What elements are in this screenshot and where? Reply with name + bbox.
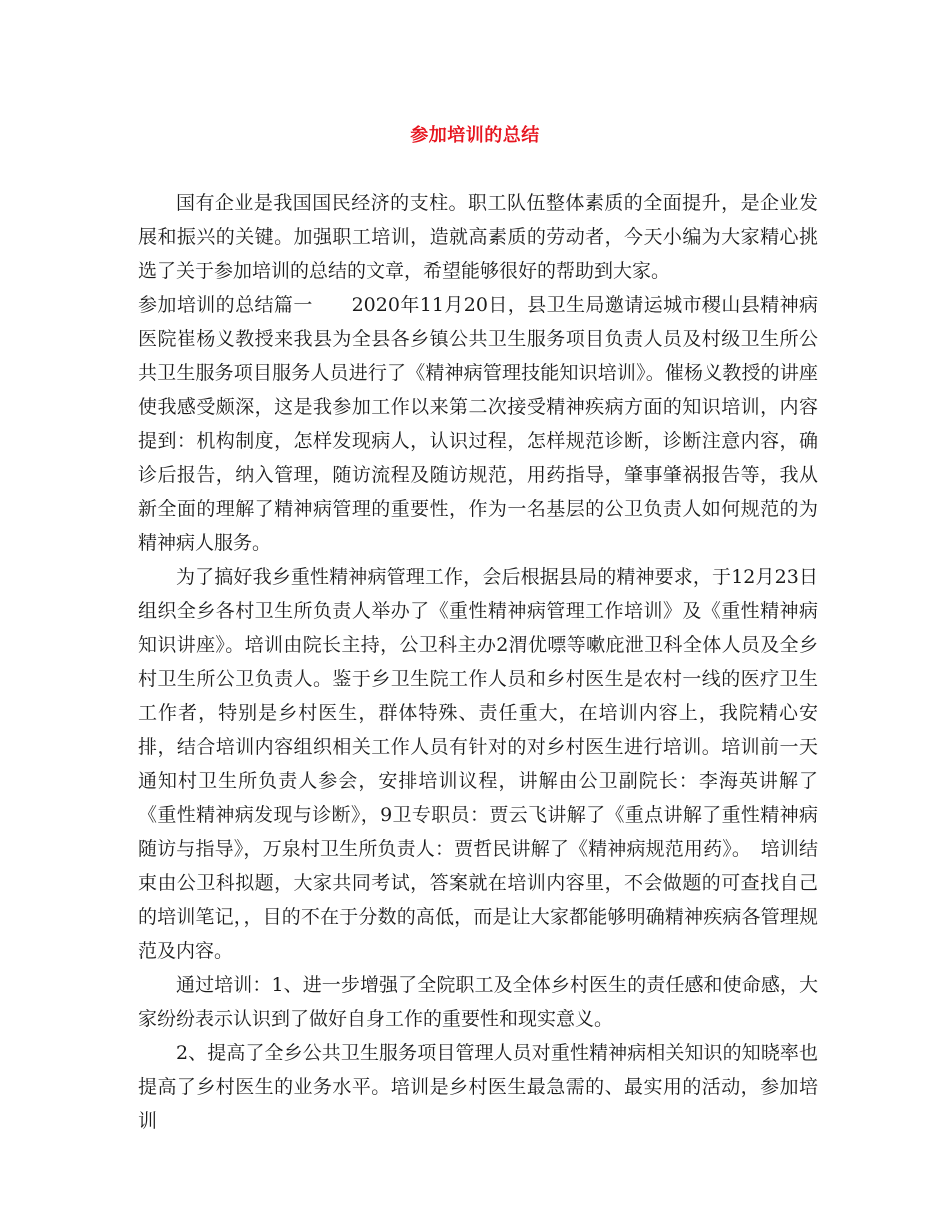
paragraph-result-two: 2、提高了全乡公共卫生服务项目管理人员对重性精神病相关知识的知晓率也提高了乡村医生的业务水平。培训是乡村医生最急需的、最实用的活动，参加培训 xyxy=(138,1042,818,1132)
document-title: 参加培训的总结 xyxy=(410,125,540,146)
paragraph-summary-part-one: 参加培训的总结篇一 2020年11月20日，县卫生局邀请运城市稷山县精神病医院崔杨义教授来我县为全县各乡镇公共卫生服务项目负责人员及村级卫生所公共卫生服务项目服务人员进行了《精神病管理技能知识培训》。催杨义教授的讲座使我感受颇深，这是我参加工作以来第二次接受精神疾病方面的知识培训，内容提到：机构制度，怎样发现病人，认识过程，怎样规范诊断，诊断注意内容，确诊后报告，纳入管理，随访流程及随访规范，用药指导，肇事肇祸报告等，我从新全面的理解了精神病管理的重要性，作为一名基层的公卫负责人如何规范的为精神病人服务。 xyxy=(138,294,818,554)
paragraph-training-arrangement: 为了搞好我乡重性精神病管理工作，会后根据县局的精神要求，于12月23日组织全乡各村卫生所负责人举办了《重性精神病管理工作培训》及《重性精神病知识讲座》。培训由院长主持，公卫科主办2渭优嘌等嗽庇泄卫科全体人员及全乡村卫生所公卫负责人。鉴于乡卫生院工作人员和乡村医生是农村一线的医疗卫生工作者，特别是乡村医生，群体特殊、责任重大，在培训内容上，我院精心安排，结合培训内容组织相关工作人员有针对的对乡村医生进行培训。培训前一天通知村卫生所负责人参会，安排培训议程，讲解由公卫副院长：李海英讲解了《重性精神病发现与诊断》，9卫专职员：贾云飞讲解了《重点讲解了重性精神病随访与指导》，万泉村卫生所负责人：贾哲民讲解了《精神病规范用药》。 培训结束由公卫科拟题，大家共同考试，答案就在培训内容里，不会做题的可查找自己的培训笔记，，目的不在于分数的高低，而是让大家都能够明确精神疾病各管理规范及内容。 xyxy=(138,566,818,962)
document-body xyxy=(138,186,818,1138)
paragraph-result-one: 通过培训：1、进一步增强了全院职工及全体乡村医生的责任感和使命感，大家纷纷表示认识到了做好自身工作的重要性和现实意义。 xyxy=(138,974,818,1030)
paragraph-intro: 国有企业是我国国民经济的支柱。职工队伍整体素质的全面提升，是企业发展和振兴的关键。加强职工培训，造就高素质的劳动者，今天小编为大家精心挑选了关于参加培训的总结的文章，希望能够很好的帮助到大家。 xyxy=(138,192,818,282)
